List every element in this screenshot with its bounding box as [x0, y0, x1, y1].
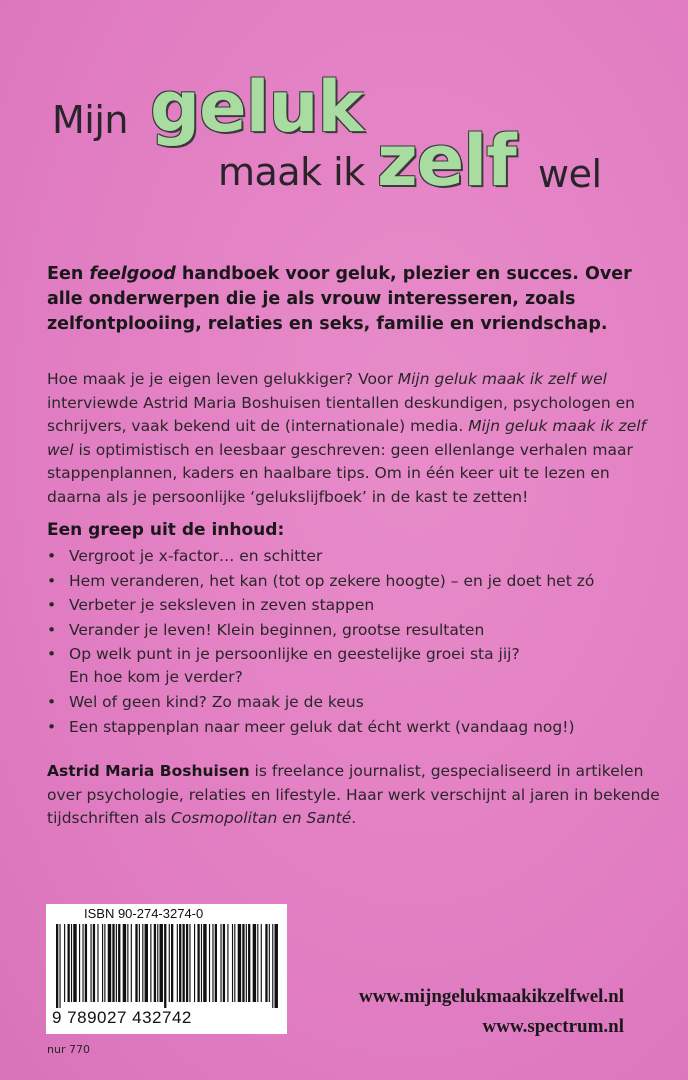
barcode-bar — [227, 924, 228, 1002]
barcode-bar — [154, 924, 156, 1002]
list-item — [47, 594, 677, 617]
barcode-bar — [209, 924, 210, 1002]
title-word-wel: wel — [538, 152, 602, 196]
barcode-bar — [116, 924, 117, 1002]
barcode-bar — [189, 924, 190, 1002]
list-item-text: Op welk punt in je persoonlijke en geestelijke groei sta jij? En hoe kom je verder? — [69, 645, 520, 687]
barcode-bar — [269, 924, 270, 1002]
barcode-bar — [93, 924, 95, 1002]
bullet-icon: • — [47, 596, 57, 615]
barcode-bar — [145, 924, 148, 1002]
isbn-label: ISBN 90-274-3274-0 — [84, 906, 204, 921]
description-paragraph — [47, 368, 662, 510]
barcode-bar — [179, 924, 181, 1002]
barcode-bar — [123, 924, 126, 1002]
barcode-bar — [272, 924, 273, 1008]
description-text-2: interviewde Astrid Maria Boshuisen tientallen deskundigen, psychologen en schrijvers, vaak bekend uit de (internationale) media. — [47, 393, 636, 436]
barcode-bar — [59, 924, 60, 1008]
barcode-bar — [253, 924, 256, 1002]
intro-emphasis: feelgood — [89, 264, 176, 284]
barcode-bars — [56, 924, 278, 1008]
description-text-3: is optimistisch en leesbaar geschreven: geen ellenlange verhalen maar stappenplannen, kaders en haalbare tips. Om in één keer uit te lezen en daarna als je persoonlijke ‘gelukslijfboek’ in de kast te zetten! — [47, 440, 633, 506]
title-word-mijn: Mijn — [52, 98, 128, 142]
contents-list — [47, 545, 677, 740]
barcode-bar — [220, 924, 221, 1002]
list-item — [47, 691, 677, 714]
barcode-bar — [223, 924, 225, 1002]
barcode-bar — [246, 924, 247, 1002]
barcode-bar — [232, 924, 233, 1002]
barcode-bar — [194, 924, 195, 1002]
author-bio — [47, 760, 662, 831]
barcode-bar — [118, 924, 120, 1002]
description-title-ref-2: Mijn geluk maak ik zelf wel — [47, 417, 646, 459]
barcode-bar — [79, 924, 80, 1002]
author-magazines: Cosmopolitan en Santé — [171, 809, 352, 828]
barcode-bar — [183, 924, 185, 1002]
barcode-bar — [64, 924, 65, 1002]
barcode-bar — [112, 924, 114, 1002]
bullet-icon: • — [47, 717, 57, 736]
barcode-bar — [139, 924, 140, 1002]
book-title — [0, 0, 688, 210]
barcode-bar — [73, 924, 76, 1002]
barcode-bar — [85, 924, 87, 1002]
barcode-bar — [169, 924, 170, 1002]
list-item-text: Verbeter je seksleven in zeven stappen — [69, 596, 375, 615]
title-word-zelf: zelf — [377, 120, 516, 202]
bullet-icon: • — [47, 547, 57, 565]
intro-text-rest: handboek voor geluk, plezier en succes. Over alle onderwerpen die je als vrouw interesseren, zoals zelfontplooiing, relaties en seks, familie en vriendschap. — [47, 264, 632, 334]
barcode-bar — [157, 924, 158, 1002]
title-word-maak-ik: maak ik — [218, 150, 365, 194]
barcode-bar — [242, 924, 244, 1002]
title-word-geluk: geluk — [150, 66, 363, 148]
barcode-bar — [212, 924, 213, 1002]
barcode-bar — [135, 924, 137, 1002]
barcode-bar — [82, 924, 83, 1002]
barcode-bar — [261, 924, 262, 1002]
barcode — [46, 904, 287, 1034]
contents-heading: Een greep uit de inhoud: — [47, 520, 285, 540]
description-title-ref-1: Mijn geluk maak ik zelf wel — [397, 370, 607, 388]
list-item — [47, 619, 677, 642]
list-item-text: Wel of geen kind? Zo maak je de keus — [69, 692, 364, 711]
barcode-bar — [142, 924, 143, 1002]
author-bio-end: . — [351, 809, 357, 828]
list-item-text: Hem veranderen, het kan (tot op zekere hoogte) – en je doet het zó — [69, 571, 595, 590]
barcode-bar — [164, 924, 166, 1008]
description-text-1: Hoe maak je je eigen leven gelukkiger? Voor — [47, 370, 398, 388]
barcode-bar — [56, 924, 58, 1008]
barcode-bar — [257, 924, 258, 1002]
barcode-bar — [177, 924, 178, 1002]
list-item-text: Verander je leven! Klein beginnen, grootse resultaten — [69, 620, 485, 639]
nur-code: nur 770 — [47, 1043, 90, 1056]
barcode-bar — [238, 924, 241, 1002]
website-link-publisher[interactable]: www.spectrum.nl — [482, 1016, 624, 1037]
intro-text-start: Een — [47, 264, 90, 284]
barcode-bar — [97, 924, 98, 1002]
barcode-bar — [102, 924, 103, 1002]
barcode-bar — [71, 924, 72, 1002]
barcode-bar — [160, 924, 163, 1002]
barcode-bar — [127, 924, 128, 1002]
barcode-bar — [68, 924, 70, 1002]
list-item — [47, 545, 677, 568]
barcode-bar — [265, 924, 267, 1002]
list-item-text: Vergroot je x-factor… en schitter — [69, 547, 323, 565]
barcode-digits: 9 789027 432742 — [52, 1008, 192, 1027]
barcode-bar — [203, 924, 206, 1002]
barcode-bar — [234, 924, 235, 1002]
barcode-bar — [215, 924, 217, 1002]
barcode-bar — [91, 924, 92, 1002]
list-item-text: Een stappenplan naar meer geluk dat écht werkt (vandaag nog!) — [69, 717, 575, 736]
author-bio-text: is freelance journalist, gespecialiseerd in artikelen over psychologie, relaties en lifestyle. Haar werk verschijnt al jaren in bekende tijdschriften als — [47, 762, 660, 828]
barcode-bar — [131, 924, 132, 1002]
bullet-icon: • — [47, 645, 57, 664]
barcode-bar — [201, 924, 202, 1002]
barcode-bar — [108, 924, 111, 1002]
bullet-icon: • — [47, 620, 57, 639]
barcode-bar — [248, 924, 250, 1002]
list-item — [47, 643, 539, 689]
bullet-icon: • — [47, 571, 57, 590]
barcode-bar — [275, 924, 278, 1008]
barcode-bar — [171, 924, 173, 1002]
barcode-bar — [197, 924, 199, 1002]
barcode-bar — [104, 924, 105, 1002]
intro-paragraph — [47, 262, 657, 337]
list-item — [47, 570, 677, 593]
author-name: Astrid Maria Boshuisen — [47, 762, 250, 780]
website-link-book[interactable]: www.mijngelukmaakikzelfwel.nl — [359, 986, 624, 1007]
barcode-bar — [150, 924, 151, 1002]
bullet-icon: • — [47, 692, 57, 711]
barcode-bar — [186, 924, 188, 1002]
list-item — [47, 716, 677, 739]
